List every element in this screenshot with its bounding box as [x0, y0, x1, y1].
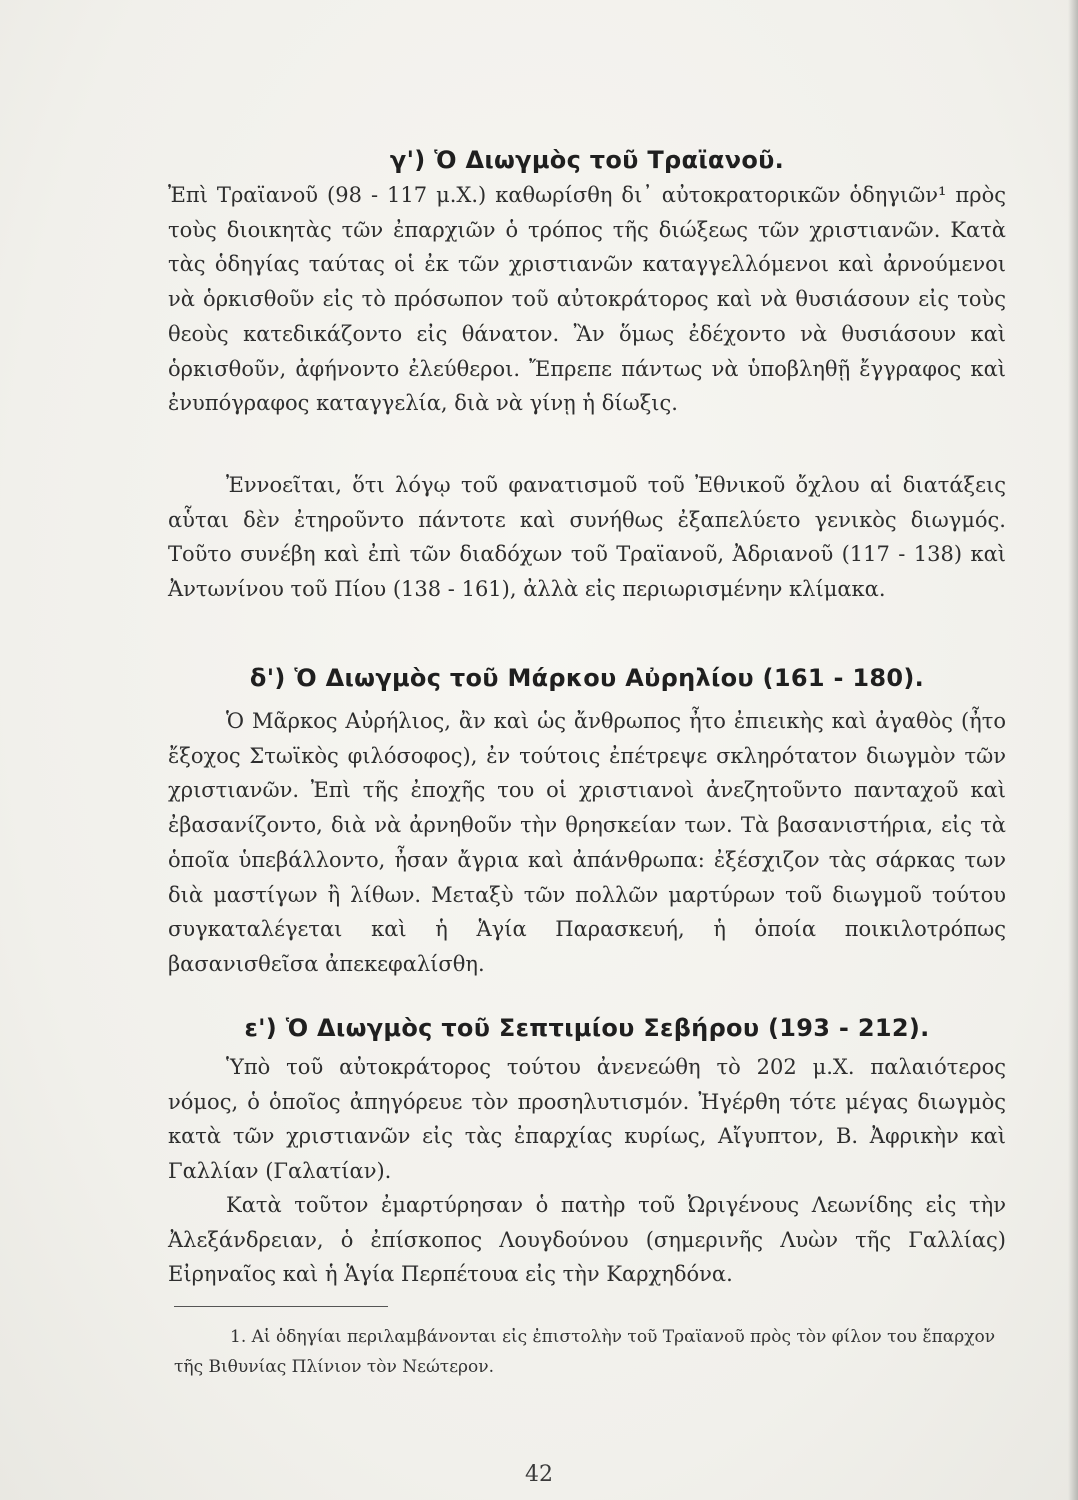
paragraph-trajan-successors: Ἐννοεῖται, ὅτι λόγῳ τοῦ φανατισμοῦ τοῦ Ἐθνικοῦ ὄχλου αἱ διατάξεις αὗται δὲν ἐτηροῦντο πάντοτε καὶ συνήθως ἐξαπελύετο γενικὸς διωγμός. Τοῦτο συνέβη καὶ ἐπὶ τῶν διαδόχων τοῦ Τραϊανοῦ, Ἀδριανοῦ (117 - 138) καὶ Ἀντωνίνου τοῦ Πίου (138 - 161), ἀλλὰ εἰς περιωρισμένην κλίμακα.	[168, 473, 1006, 602]
footnote-divider	[174, 1306, 388, 1307]
section-heading-marcus-aurelius: δ') Ὁ Διωγμὸς τοῦ Μάρκου Αὐρηλίου (161 - 180).	[249, 664, 925, 692]
section-heading-septimius-severus: ε') Ὁ Διωγμὸς τοῦ Σεπτιμίου Σεβήρου (193 - 212).	[244, 1014, 930, 1042]
paragraph-marcus-aurelius: Ὁ Μᾶρκος Αὐρήλιος, ἂν καὶ ὡς ἄνθρωπος ἦτο ἐπιεικὴς καὶ ἀγαθὸς (ἦτο ἔξοχος Στωϊκὸς φιλόσοφος), ἐν τούτοις ἐπέτρεψε σκληρότατον διωγμὸν τῶν χριστιανῶν. Ἐπὶ τῆς ἐποχῆς του οἱ χριστιανοὶ ἀνεζητοῦντο πανταχοῦ καὶ ἐβασανίζοντο, διὰ νὰ ἀρνηθοῦν τὴν θρησκείαν των. Τὰ βασανιστήρια, εἰς τὰ ὁποῖα ὑπεβάλλοντο, ἦσαν ἄγρια καὶ ἀπάνθρωπα: ἐξέσχιζον τὰς σάρκας των διὰ μαστίγων ἢ λίθων. Μεταξὺ τῶν πολλῶν μαρτύρων τοῦ διωγμοῦ τούτου συγκαταλέγεται καὶ ἡ Ἁγία Παρασκευή, ἡ ὁποία ποικιλοτρόπως βασανισθεῖσα ἀπεκεφαλίσθη.	[168, 709, 1006, 976]
paragraph-septimius-martyrs: Κατὰ τοῦτον ἐμαρτύρησαν ὁ πατὴρ τοῦ Ὠριγένους Λεωνίδης εἰς τὴν Ἀλεξάνδρειαν, ὁ ἐπίσκοπος Λουγδούνου (σημερινῆς Λυὼν τῆς Γαλλίας) Εἰρηναῖος καὶ ἡ Ἁγία Περπέτουα εἰς τὴν Καρχηδόνα.	[168, 1193, 1006, 1287]
paragraph-septimius-edict: Ὑπὸ τοῦ αὐτοκράτορος τούτου ἀνενεώθη τὸ 202 μ.Χ. παλαιότερος νόμος, ὁ ὁποῖος ἀπηγόρευε τὸν προσηλυτισμόν. Ἠγέρθη τότε μέγας διωγμὸς κατὰ τῶν χριστιανῶν εἰς τὰς ἐπαρχίας κυρίως, Αἴγυπτον, Β. Ἀφρικὴν καὶ Γαλλίαν (Γαλατίαν).	[168, 1055, 1006, 1184]
section-heading-trajan: γ') Ὁ Διωγμὸς τοῦ Τραϊανοῦ.	[389, 146, 785, 174]
page-number: 42	[525, 1462, 553, 1487]
footnote: 1. Αἱ ὁδηγίαι περιλαμβάνονται εἰς ἐπιστολὴν τοῦ Τραϊανοῦ πρὸς τὸν φίλον του ἔπαρχον τῆς Βιθυνίας Πλίνιον τὸν Νεώτερον.	[174, 1327, 996, 1377]
paragraph-trajan-edict: Ἐπὶ Τραϊανοῦ (98 - 117 μ.Χ.) καθωρίσθη δι᾽ αὐτοκρατορικῶν ὁδηγιῶν¹ πρὸς τοὺς διοικητὰς τῶν ἐπαρχιῶν ὁ τρόπος τῆς διώξεως τῶν χριστιανῶν. Κατὰ τὰς ὁδηγίας ταύτας οἱ ἐκ τῶν χριστιανῶν καταγγελλόμενοι καὶ ἀρνούμενοι νὰ ὁρκισθοῦν εἰς τὸ πρόσωπον τοῦ αὐτοκράτορος καὶ νὰ θυσιάσουν εἰς τοὺς θεοὺς κατεδικάζοντο εἰς θάνατον. Ἂν ὅμως ἐδέχοντο νὰ θυσιάσουν καὶ ὁρκισθοῦν, ἀφήνοντο ἐλεύθεροι. Ἔπρεπε πάντως νὰ ὑποβληθῇ ἔγγραφος καὶ ἐνυπόγραφος καταγγελία, διὰ νὰ γίνῃ ἡ δίωξις.	[168, 183, 1006, 416]
